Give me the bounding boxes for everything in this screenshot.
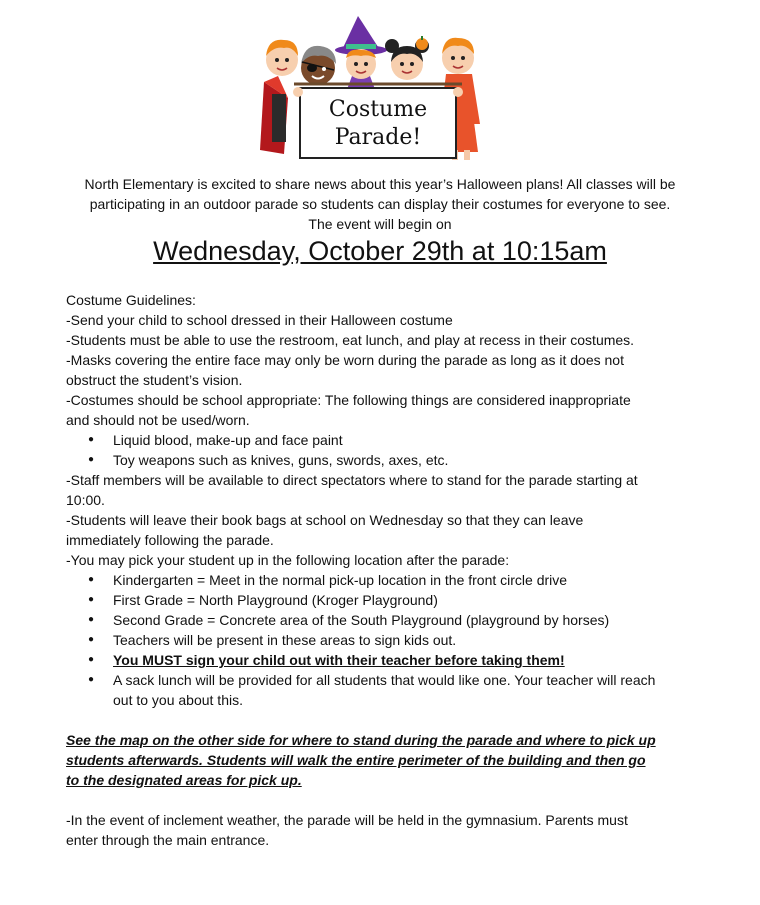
guideline-bookbags-cont: immediately following the parade.: [66, 532, 274, 548]
event-date-heading: Wednesday, October 29th at 10:15am: [153, 236, 607, 266]
lunch-line: ● A sack lunch will be provided for all students that would like one. Your teacher will reach: [113, 672, 656, 688]
guideline-pickup: -You may pick your student up in the following location after the parade:: [66, 552, 510, 568]
guideline-masks: -Masks covering the entire face may only be worn during the parade as long as it does not: [66, 352, 624, 368]
list-item-emphasis: ● You MUST sign your child out with their teacher before taking them!: [66, 650, 696, 670]
guideline-restroom: -Students must be able to use the restroom, eat lunch, and play at recess in their costumes.: [66, 332, 635, 348]
sign-line1: Costume: [328, 97, 428, 122]
map-note-line: students afterwards. Students will walk the entire perimeter of the building and then go: [66, 752, 646, 768]
costume-parade-illustration: [258, 12, 498, 164]
intro-line: participating in an outdoor parade so students can display their costumes for everyone to see.: [89, 196, 671, 212]
weather-note-cont: enter through the main entrance.: [66, 832, 270, 848]
inappropriate-list: [66, 430, 696, 470]
guideline-appropriate: -Costumes should be school appropriate: The following things are considered inappropriate: [66, 392, 631, 408]
guidelines-heading: Costume Guidelines:: [66, 292, 196, 308]
list-item: ● Toy weapons such as knives, guns, swords, axes, etc.: [66, 450, 696, 470]
lunch-line: out to you about this.: [113, 692, 243, 708]
guidelines-section: [66, 290, 696, 850]
map-note: [66, 730, 696, 790]
intro-line: North Elementary is excited to share news about this year’s Halloween plans! All classes will be: [84, 176, 676, 192]
intro-paragraph: [40, 174, 720, 234]
list-item: ● Second Grade = Concrete area of the South Playground (playground by horses): [66, 610, 696, 630]
pickup-list: [66, 570, 696, 710]
guideline-bookbags: -Students will leave their book bags at school on Wednesday so that they can leave: [66, 512, 584, 528]
guideline-appropriate-cont: and should not be used/worn.: [66, 412, 250, 428]
intro-line: The event will begin on: [308, 216, 452, 232]
list-item: ● Liquid blood, make-up and face paint: [66, 430, 696, 450]
guideline-staff: -Staff members will be available to direct spectators where to stand for the parade starting at: [66, 472, 638, 488]
weather-note: -In the event of inclement weather, the parade will be held in the gymnasium. Parents must: [66, 812, 628, 828]
guideline-masks-cont: obstruct the student’s vision.: [66, 372, 243, 388]
list-item: [66, 670, 696, 710]
map-note-line: to the designated areas for pick up.: [66, 772, 302, 788]
list-item: ● Kindergarten = Meet in the normal pick-up location in the front circle drive: [66, 570, 696, 590]
map-note-line: See the map on the other side for where to stand during the parade and where to pick up: [66, 732, 656, 748]
guideline-staff-cont: 10:00.: [66, 492, 105, 508]
list-item: ● Teachers will be present in these areas to sign kids out.: [66, 630, 696, 650]
sign-line2: Parade!: [334, 125, 422, 150]
guideline-dress: -Send your child to school dressed in their Halloween costume: [66, 312, 453, 328]
list-item: ● First Grade = North Playground (Kroger Playground): [66, 590, 696, 610]
